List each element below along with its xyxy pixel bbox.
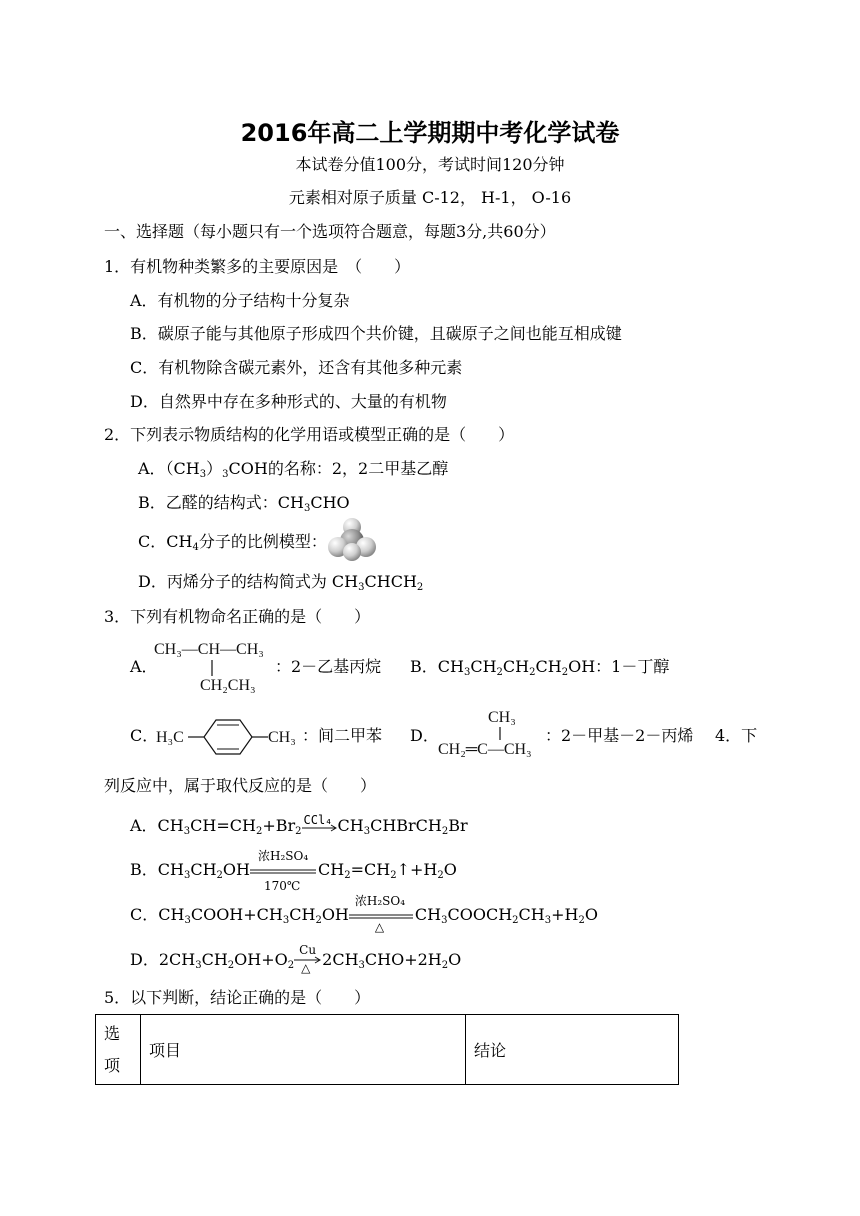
q4b-t6: O [443,860,457,879]
q2c-rest: 分子的比例模型： [198,532,327,551]
q4b-t5: ↑+H [396,860,438,879]
q4d-t1: CH [201,950,228,969]
q3c-methyl-left: H₃C [156,729,184,746]
q3-stem: 3．下列有机物命名正确的是（ ） [104,607,371,626]
q3a-formula-branch: CH₂CH₃ [200,677,256,694]
q3-option-a-structure [152,634,276,696]
q2c-sub: 4 [192,542,199,553]
q4b-condition-bottom: 170℃ [264,879,301,893]
q3b-s4: 2 [561,667,569,678]
q4d-t5: O [448,950,462,969]
q3a-formula-main: CH₃—CH—CH₃ [154,641,264,658]
q4b-t3: CH [318,860,345,879]
q3-option-c-name: ：间二甲苯 [302,726,383,745]
q4c-s4: 3 [441,915,448,926]
q4d-t0: D．2CH [130,950,196,969]
q2d-sub2: 2 [416,582,424,593]
q1-stem: 1．有机物种类繁多的主要原因是 （ ） [104,257,411,276]
q4d-t4: CHO+2H [364,950,442,969]
q4-option-d [130,943,462,975]
q4c-s1: 3 [184,915,191,926]
ch4-space-filling-model-icon [326,517,378,563]
q4a-t1: CH=CH [190,816,256,835]
q4c-t3: OH [321,905,349,924]
q4a-t4: CHBrCH [370,816,442,835]
q4b-s5: 2 [437,870,444,881]
q2a-rest: COH的名称：2，2二甲基乙醇 [228,459,449,478]
table-row [96,1015,679,1085]
table-header-item: 项目 [141,1015,466,1085]
q4c-s7: 2 [578,915,585,926]
q4a-arrow [302,813,338,836]
q4c-condition-top: 浓H₂SO₄ [354,894,406,908]
q2a-sub2: 3 [222,469,229,480]
q2b-sub: 3 [303,503,311,514]
q3-option-a-label: A． [130,657,158,676]
q1-option-c: C．有机物除含碳元素外，还含有其他多种元素 [130,358,463,377]
table-header-option [96,1015,141,1085]
q1-option-a: A．有机物的分子结构十分复杂 [130,291,350,310]
q4c-t5: COOCH [447,905,513,924]
q4-option-a [130,813,468,837]
q4-option-b [130,849,457,893]
q2d-mid: CHCH [364,572,417,591]
q4d-t2: OH+O [234,950,288,969]
q1-option-d: D．自然界中存在多种形式的、大量的有机物 [130,392,447,411]
q3b-rest: OH：1－丁醇 [568,657,670,676]
q4a-t0: A．CH [130,816,184,835]
q3-option-d-label: D． [410,726,439,745]
section-heading: 一、选择题（每小题只有一个选项符合题意，每题3分,共60分） [104,222,556,241]
q4c-t7: +H [551,905,579,924]
q3-option-d-structure [436,706,550,758]
exam-subtitle: 本试卷分值100分，考试时间120分钟 [295,155,565,174]
q3b-t1: CH [470,657,497,676]
q2d-text: D．丙烯分子的结构简式为 CH [138,572,359,591]
q4a-t5: Br [448,816,468,835]
q2b-text: B．乙醛的结构式：CH [138,493,304,512]
q4a-s4: 3 [363,826,371,837]
q4b-s2: 2 [216,870,223,881]
q4d-condition-bottom: △ [301,961,311,975]
q3b-t2: CH [502,657,530,676]
q4b-t0: B．CH [130,860,184,879]
q4-stem-start: 4．下 [715,726,758,745]
exam-title: 2016年高二上学期期中考化学试卷 [240,119,620,147]
atomic-masses: 元素相对原子质量 C-12， H-1， O-16 [288,188,572,207]
q4b-t4: =CH [350,860,391,879]
q4c-t8: O [584,905,598,924]
q4b-t2: OH [222,860,250,879]
q3b-t3: CH [535,657,562,676]
q4c-t0: C．CH [130,905,185,924]
q4a-condition: CCl₄ [303,813,333,827]
q4b-arrow [250,849,318,893]
q4b-s1: 3 [183,870,191,881]
q2-option-a [138,459,448,479]
q4c-s5: 2 [512,915,519,926]
q3-option-a-name: ：2－乙基丙烷 [275,657,382,676]
q4a-s5: 2 [441,826,449,837]
q4d-condition-top: Cu [299,943,317,957]
q4-stem: 列反应中，属于取代反应的是（ ） [104,776,377,795]
q4c-s2: 3 [282,915,290,926]
q4b-s4: 2 [390,870,397,881]
q4a-s1: 3 [183,826,191,837]
q2-option-c [138,532,327,552]
q4b-s3: 2 [344,870,351,881]
q2a-paren: ） [206,459,223,478]
q2-option-d [138,572,423,592]
q4a-t3: CH [337,816,364,835]
q3-option-d-name: ：2－甲基－2－丙烯 [545,726,694,745]
q4-option-c [130,894,598,934]
q3-option-c-structure [154,716,304,756]
q2c-text: C．CH [138,532,193,551]
q4c-s6: 3 [544,915,552,926]
q3d-methyl-top: CH₃ [488,709,516,726]
table-header-option-text: 选项 [104,1023,121,1075]
q1-option-b: B．碳原子能与其他原子形成四个共价键，且碳原子之间也能互相成键 [130,324,622,343]
reaction-arrow-icon [302,816,338,836]
q4c-t2: CH [289,905,316,924]
q4c-arrow [349,894,415,934]
q4d-s2: 2 [227,960,235,971]
q3-option-b [410,657,669,677]
q4d-t3: 2CH [322,950,359,969]
q3d-formula-main: CH₂═C—CH₃ [438,741,532,758]
q4c-t6: CH [518,905,545,924]
q2a-sub: 3 [199,469,207,480]
q2b-rest: CHO [310,493,350,512]
q2-option-b [138,493,350,513]
q3-option-c-label: C． [130,726,159,745]
q2d-sub: 3 [358,582,365,593]
q3c-methyl-right: CH₃ [268,729,296,746]
q4d-s4: 3 [358,960,365,971]
q3b-s2: 2 [496,667,503,678]
q4d-s5: 2 [441,960,449,971]
q5-stem: 5．以下判断，结论正确的是（ ） [104,988,371,1007]
q3b-s3: 2 [529,667,536,678]
q2a-text: A．（CH [138,459,200,478]
q4d-s3: 2 [287,960,295,971]
q4d-s1: 3 [195,960,202,971]
q3b-s1: 3 [463,667,471,678]
q4a-s2: 2 [255,826,263,837]
q4c-s3: 2 [315,915,322,926]
q2-stem: 2．下列表示物质结构的化学用语或模型正确的是（ ） [104,425,515,444]
q4a-s3: 2 [295,826,302,837]
q3b-text: B．CH [410,657,464,676]
q5-table [95,1014,679,1085]
q4a-t2: +Br [262,816,296,835]
q4b-condition-top: 浓H₂SO₄ [258,849,309,863]
q4c-t1: COOH+CH [190,905,283,924]
table-header-conclusion: 结论 [466,1015,679,1085]
q4c-condition-bottom: △ [374,920,385,934]
q4b-t1: CH [190,860,217,879]
q4c-t4: CH [414,905,442,924]
q4d-arrow [294,943,322,975]
